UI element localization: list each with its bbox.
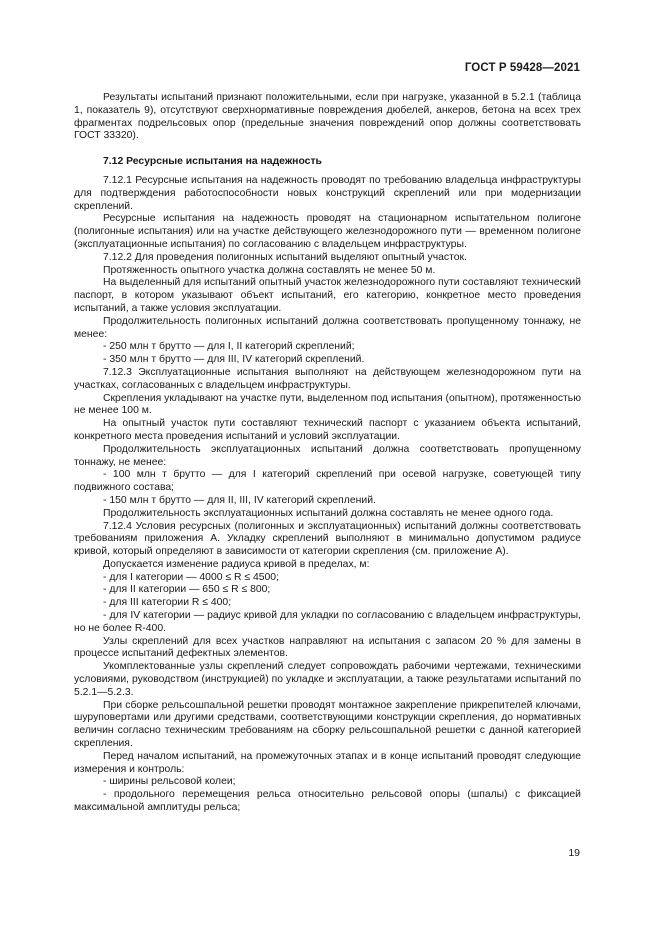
list-item: - 250 млн т брутто — для I, II категорий скреплений; bbox=[103, 341, 355, 353]
list-item: - для II категории — 650 ≤ R ≤ 800; bbox=[103, 584, 271, 596]
paragraph: При сборке рельсошпальной решетки проводят монтажное закрепление прикрепителей ключами, шуруповертами или другими средствами, соответствующими конструкции скрепления, до нормативных величин согласно техническим требованиям на сборку рельсошпальной решетки с данной категорией скрепления. bbox=[74, 699, 581, 750]
paragraph: На выделенный для испытаний опытный участок железнодорожного пути составляют технический паспорт, в котором указывают объект испытаний, его категорию, конкретное место проведения испытаний, а также условия эксплуатации. bbox=[74, 277, 581, 314]
paragraph: Продолжительность эксплуатационных испытаний должна соответствовать пропущенному тоннажу, не менее: bbox=[74, 443, 581, 468]
paragraph: Результаты испытаний признают положительными, если при нагрузке, указанной в 5.2.1 (таблица 1, показатель 9), отсутствуют сверхнормативные повреждения дюбелей, анкеров, бетона на всех трех фрагментах подрельсовых опор (предельные значения повреждений опор должны соответствовать ГОСТ 33320). bbox=[74, 92, 581, 142]
paragraph: Допускается изменение радиуса кривой в пределах, м: bbox=[103, 558, 370, 570]
paragraph: Узлы скреплений для всех участков направляют на испытания с запасом 20 % для замены в процессе испытаний дефектных элементов. bbox=[74, 635, 581, 660]
list-item: - для III категории R ≤ 400; bbox=[103, 597, 232, 609]
paragraph: 7.12.4 Условия ресурсных (полигонных и эксплуатационных) испытаний должны соответствовать требованиям приложения А. Укладку скреплений выполняют в минимально допустимом радиусе кривой, который определяют в зависимости от категории скрепления (см. приложение А). bbox=[74, 520, 581, 558]
list-item: - для IV категории — радиус кривой для укладки по согласованию с владельцем инфраструктуры, но не более R-400. bbox=[74, 610, 581, 634]
list-item: - 350 млн т брутто — для III, IV категорий скреплений. bbox=[103, 354, 365, 366]
paragraph: Перед началом испытаний, на промежуточных этапах и в конце испытаний проводят следующие измерения и контроль: bbox=[74, 750, 581, 775]
paragraph: На опытный участок пути составляют технический паспорт с указанием объекта испытаний, конкретного места проведения испытаний и условий эксплуатации. bbox=[74, 418, 581, 442]
paragraph: Скрепления укладывают на участке пути, выделенном под испытания (опытном), протяженностью не менее 100 м. bbox=[74, 392, 581, 417]
list-item: - для I категории — 4000 ≤ R ≤ 4500; bbox=[103, 571, 279, 583]
paragraph: 7.12.3 Эксплуатационные испытания выполняют на действующем железнодорожном пути на участках, согласованных с владельцем инфраструктуры. bbox=[74, 366, 581, 391]
paragraph: Протяженность опытного участка должна составлять не менее 50 м. bbox=[103, 264, 436, 276]
paragraph: 7.12.1 Ресурсные испытания на надежность проводят по требованию владельца инфраструктуры для подтверждения работоспособности новых конструкций скреплений или при модернизации скреплений. bbox=[74, 174, 581, 212]
list-item: - ширины рельсовой колеи; bbox=[103, 776, 236, 788]
paragraph: 7.12.2 Для проведения полигонных испытаний выделяют опытный участок. bbox=[103, 251, 467, 263]
paragraph: Ресурсные испытания на надежность проводят на стационарном испытательном полигоне (полигонные испытания) или на участке действующего железнодорожного пути — временном полигоне (эксплуатационные испытания) по согласованию с владельцем инфраструктуры. bbox=[74, 213, 581, 250]
section-heading: 7.12 Ресурсные испытания на надежность bbox=[103, 156, 322, 168]
paragraph: Продолжительность эксплуатационных испытаний должна составлять не менее одного года. bbox=[103, 507, 554, 519]
document-body bbox=[74, 92, 581, 815]
page-number: 19 bbox=[568, 847, 580, 859]
list-item: - 100 млн т брутто — для I категорий скреплений при осевой нагрузке, советующей типу подвижного состава; bbox=[74, 469, 581, 494]
paragraph: Продолжительность полигонных испытаний должна соответствовать пропущенному тоннажу, не менее: bbox=[74, 315, 581, 340]
paragraph: Укомплектованные узлы скреплений следует сопровождать рабочими чертежами, техническими условиями, руководством (инструкцией) по укладке и эксплуатации, а также результатами испытаний по 5.2.1—5.2.3. bbox=[74, 661, 581, 698]
standard-number: ГОСТ Р 59428—2021 bbox=[464, 62, 580, 74]
list-item: - 150 млн т брутто — для II, III, IV категорий скреплений. bbox=[103, 494, 376, 506]
list-item: - продольного перемещения рельса относительно рельсовой опоры (шпалы) с фиксацией максимальной амплитуды рельса; bbox=[74, 789, 581, 814]
